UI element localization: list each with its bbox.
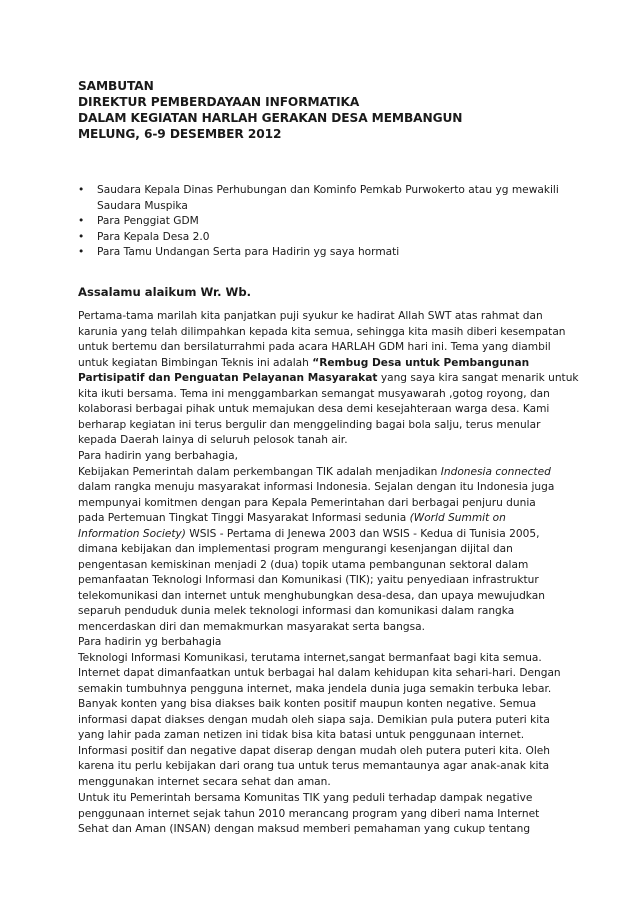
paragraph-policy [78,449,554,635]
text-line: berharap kegiatan ini terus bergulir dan menggelinding bagai bola salju, terus menular [78,418,541,431]
header-title: SAMBUTAN [78,79,154,93]
text-line: Pertama-tama marilah kita panjatkan puji syukur ke hadirat Allah SWT atas rahmat dan [78,310,543,322]
text-line: dimana kebijakan dan implementasi program mengurangi kesenjangan dijital dan [78,543,513,555]
text-line: separuh penduduk dunia melek teknologi informasi dan komunikasi dalam rangka [78,605,515,617]
text-line: Internet dapat dimanfaatkan untuk berbagai hal dalam kehidupan kita sehari-hari. Dengan [78,667,561,679]
text-line: telekomunikasi dan internet untuk menghubungkan desa-desa, dan upaya mewujudkan [78,589,545,602]
header-place-date: MELUNG, 6-9 DESEMBER 2012 [78,127,282,141]
text-line: karunia yang telah dilimpahkan kepada kita semua, sehingga kita masih diberi kesempatan [78,325,566,338]
theme-quote: Partisipatif dan Penguatan Pelayanan Masyarakat [78,372,378,384]
text-run: WSIS - Pertama di Jenewa 2003 dan WSIS - Kedua di Tunisia 2005, [185,527,540,540]
text-line: Informasi positif dan negative dapat diserap dengan mudah oleh putera puteri kita. Oleh [78,744,551,757]
document-page [78,78,579,835]
bullet-icon: • [78,215,85,227]
text-line: kolaborasi berbagai pihak untuk memajukan desa demi kesejahteraan warga desa. Kami [78,403,550,415]
header-position: DIREKTUR PEMBERDAYAAN INFORMATIKA [78,95,360,109]
text-line: Para hadirin yg berbahagia [78,636,222,648]
bullet-icon: • [78,230,85,243]
text-line: kita ikuti bersama. Tema ini menggambarkan semangat musyawarah ,gotog royong, dan [78,387,550,400]
list-item-sub: Saudara Muspika [97,199,188,212]
text-line: informasi dapat diakses dengan mudah oleh siapa saja. Demikian pula putera puteri kita [78,713,550,726]
text-line: Untuk itu Pemerintah bersama Komunitas TIK yang peduli terhadap dampak negative [78,792,533,804]
text-line: untuk bertemu dan bersilaturrahmi pada acara HARLAH GDM hari ini. Tema yang diambil [78,341,551,353]
list-item-label: Para Penggiat GDM [97,215,199,227]
greeting: Assalamu alaikum Wr. Wb. [78,285,252,299]
paragraph-internet [78,635,561,790]
text-line: kepada Daerah lainya di seluruh pelosok tanah air. [78,434,348,446]
text-line: menggunakan internet secara sehat dan aman. [78,775,331,788]
text-line: karena itu perlu kebijakan dari orang tua untuk terus memantaunya agar anak-anak kita [78,760,550,772]
text-line: Sehat dan Aman (INSAN) dengan maksud memberi pemahaman yang cukup tentang [78,823,531,835]
text-run: Kebijakan Pemerintah dalam perkembangan TIK adalah menjadikan [78,465,441,478]
paragraph-opening [78,309,579,449]
theme-quote: “Rembug Desa untuk Pembangunan [312,356,530,369]
text-line [78,356,579,372]
text-run: yang saya kira sangat menarik untuk [377,372,579,384]
text-line [78,371,579,387]
text-line: semakin tumbuhnya pengguna internet, maka jendela dunia juga semakin terbuka lebar. [78,682,552,695]
header-event: DALAM KEGIATAN HARLAH GERAKAN DESA MEMBANGUN [78,111,463,125]
list-item [78,245,559,261]
text-line: mempunyai komitmen dengan para Kepala Pemerintahan dari berbagai penjuru dunia [78,496,536,509]
addressee-list [78,183,559,261]
emphasis-text: (World Summit on [409,512,506,524]
list-item [78,214,559,230]
bullet-icon: • [78,246,85,258]
text-line: mencerdaskan diri dan memakmurkan masyarakat serta bangsa. [78,620,425,633]
text-line: Banyak konten yang bisa diakses baik konten positif maupun konten negative. Semua [78,698,537,710]
text-line [78,527,554,543]
list-item-label: Saudara Kepala Dinas Perhubungan dan Kominfo Pemkab Purwokerto atau yg mewakili [97,184,559,196]
text-line [78,465,554,481]
paragraph-insan [78,791,539,838]
emphasis-text: Information Society) [78,527,186,540]
text-line: dalam rangka menuju masyarakat informasi Indonesia. Sejalan dengan itu Indonesia juga [78,481,555,493]
list-item-label: Para Kepala Desa 2.0 [97,230,210,243]
list-item-label: Para Tamu Undangan Serta para Hadirin yg saya hormati [97,246,400,258]
list-item [78,183,559,214]
text-line: Teknologi Informasi Komunikasi, terutama internet,sangat bermanfaat bagi kita semua. [78,651,542,664]
text-line: penggunaan internet sejak tahun 2010 merancang program yang diberi nama Internet [78,807,540,820]
text-line: pengentasan kemiskinan menjadi 2 (dua) topik utama pembangunan sektoral dalam [78,558,529,571]
list-item [78,230,559,246]
document-header [78,78,578,142]
emphasis-text: Indonesia connected [440,465,551,478]
text-line: yang lahir pada zaman netizen ini tidak bisa kita batasi untuk penggunaan internet. [78,729,525,741]
bullet-icon: • [78,184,85,196]
text-line [78,511,554,527]
text-line: Para hadirin yang berbahagia, [78,450,238,462]
text-run: pada Pertemuan Tingkat Tinggi Masyarakat Informasi sedunia [78,512,410,524]
text-run: untuk kegiatan Bimbingan Teknis ini adalah [78,356,313,369]
text-line: pemanfaatan Teknologi Informasi dan Komunikasi (TIK); yaitu penyediaan infrastruktur [78,574,539,586]
